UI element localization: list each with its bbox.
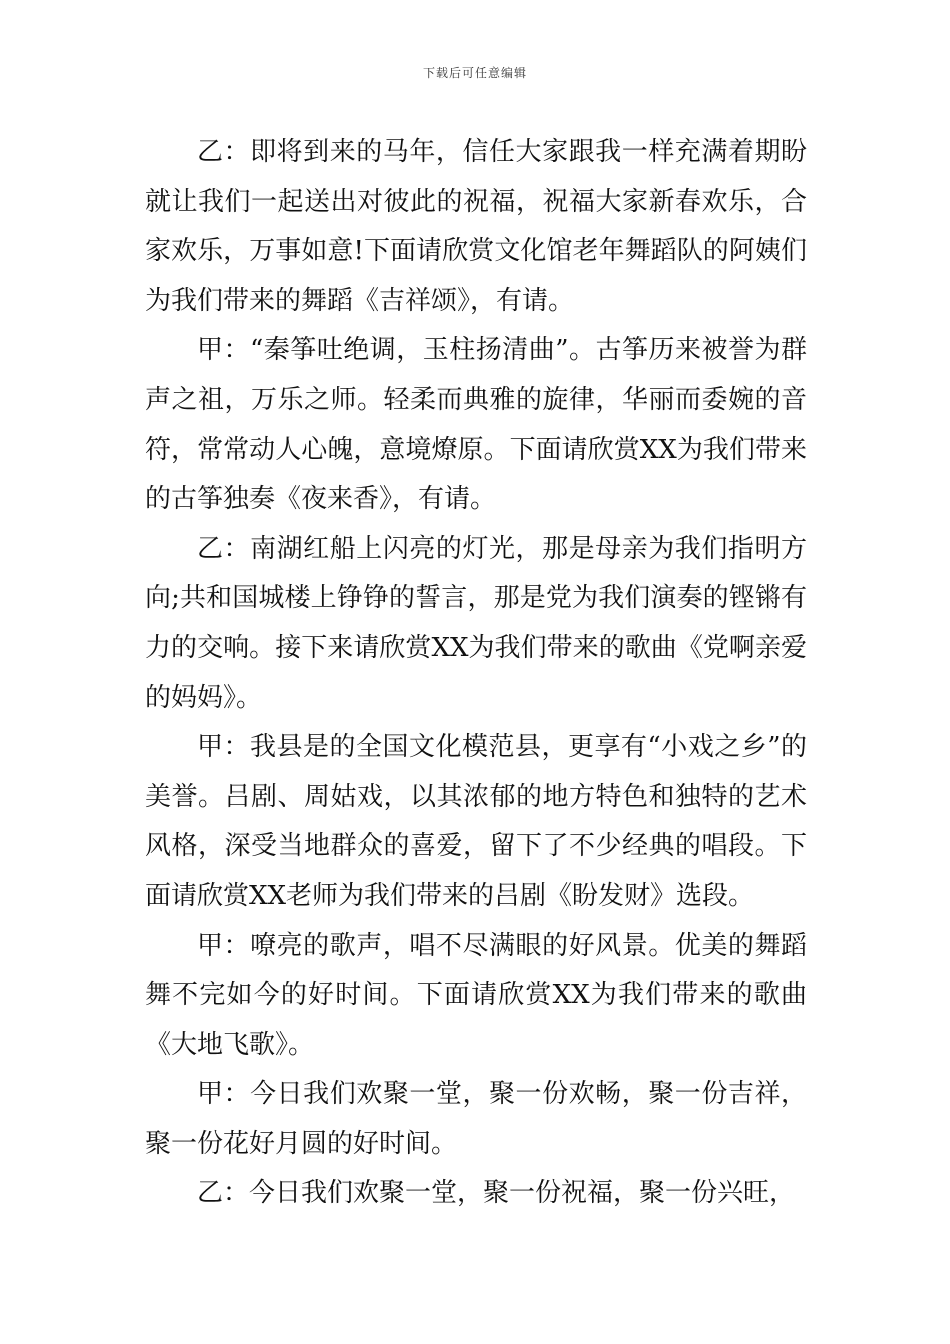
paragraph: 乙：即将到来的马年，信任大家跟我一样充满着期盼就让我们一起送出对彼此的祝福，祝福大家新春欢乐，合家欢乐，万事如意!下面请欣赏文化馆老年舞蹈队的阿姨们为我们带来的舞蹈《吉祥颂》，有请。	[145, 137, 807, 316]
paragraph: 乙：今日我们欢聚一堂，聚一份祝福，聚一份兴旺，	[197, 1178, 796, 1209]
paragraph: 甲：今日我们欢聚一堂，聚一份欢畅，聚一份吉祥，聚一份花好月圆的好时间。	[145, 1079, 807, 1159]
document-body	[145, 128, 807, 1219]
paragraph: 甲：“秦筝吐绝调，玉柱扬清曲”。古筝历来被誉为群声之祖，万乐之师。轻柔而典雅的旋律，华丽而委婉的音符，常常动人心魄，意境燎原。下面请欣赏XX为我们带来的古筝独奏《夜来香》，有请。	[145, 335, 807, 515]
paragraph: 甲：嘹亮的歌声，唱不尽满眼的好风景。优美的舞蹈舞不完如今的好时间。下面请欣赏XX为我们带来的歌曲《大地飞歌》。	[145, 930, 807, 1060]
paragraph: 甲：我县是的全国文化模范县，更享有“小戏之乡”的美誉。吕剧、周姑戏，以其浓郁的地方特色和独特的艺术风格，深受当地群众的喜爱，留下了不少经典的唱段。下面请欣赏XX老师为我们带来的吕剧《盼发财》选段。	[145, 732, 807, 911]
header-note: 下载后可任意编辑	[422, 66, 527, 80]
paragraph: 乙：南湖红船上闪亮的灯光，那是母亲为我们指明方向;共和国城楼上铮铮的誓言，那是党为我们演奏的铿锵有力的交响。接下来请欣赏XX为我们带来的歌曲《党啊亲爱的妈妈》。	[145, 533, 807, 713]
